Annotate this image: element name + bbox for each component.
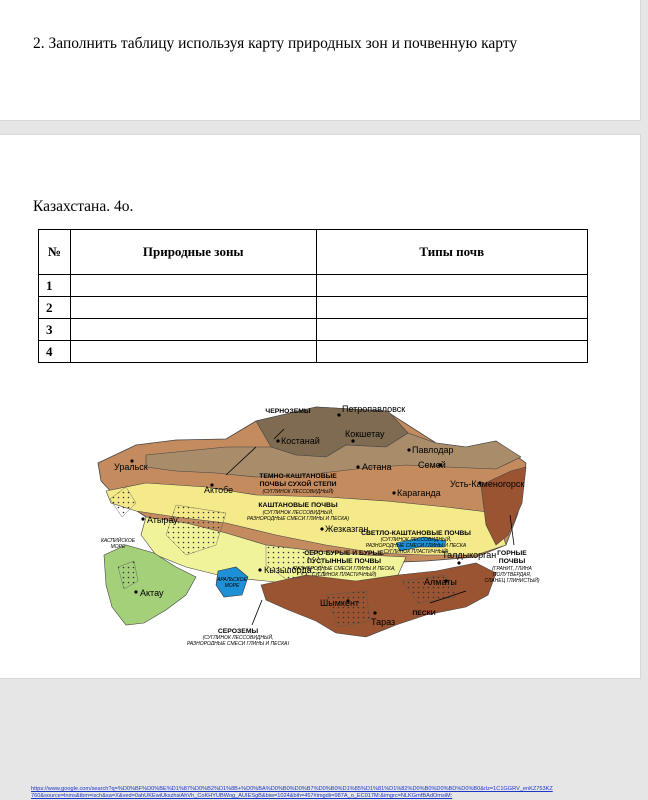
city-karaganda: Караганда xyxy=(397,488,441,498)
label-serozem-note2: РАЗНОРОДНЫЕ СМЕСИ ГЛИНЫ И ПЕСКА) xyxy=(186,641,290,645)
city-kyzylorda: Кызылорда xyxy=(264,565,312,575)
label-dark-chestnut-note: (СУГЛИНОК ЛЕССОВИДНЫЙ) xyxy=(262,489,334,495)
task-text: 2. Заполнить таблицу используя карту природных зон и почвенную карту xyxy=(33,35,518,52)
city-shymkent: Шымкент xyxy=(320,598,360,608)
document-page-2 xyxy=(0,135,640,799)
header-number: № xyxy=(39,230,71,275)
table-row xyxy=(39,297,588,319)
city-zhezkazgan: Жезказган xyxy=(325,524,369,534)
label-mountain-note1: (ГРАНИТ, ГЛИНА xyxy=(492,566,532,572)
zone-cell[interactable] xyxy=(70,275,316,297)
document-page-1 xyxy=(0,0,640,120)
label-serozem: СЕРОЗЕМЫ xyxy=(217,628,259,635)
table-row xyxy=(39,341,588,363)
zone-cell[interactable] xyxy=(70,341,316,363)
city-kostanay: Костанай xyxy=(281,436,320,446)
label-chestnut-note1: (СУГЛИНОК ЛЕССОВИДНЫЙ, xyxy=(262,510,334,516)
label-mountain-1: ГОРНЫЕ xyxy=(497,550,527,557)
soil-cell[interactable] xyxy=(316,275,587,297)
label-grey-brown-note1: (РАЗНОРОДНЫЕ СМЕСИ ГЛИНЫ И ПЕСКА, xyxy=(292,566,396,572)
label-light-chestnut-note3: СУГЛИНОК ПЛАСТИЧНЫЙ) xyxy=(383,549,449,555)
row-number: 1 xyxy=(39,275,71,297)
city-astana: Астана xyxy=(362,462,392,472)
label-light-chestnut-note2: РАЗНОРОДНЫЕ СМЕСИ ГЛИНЫ И ПЕСКА xyxy=(365,543,467,549)
soil-cell[interactable] xyxy=(316,319,587,341)
label-mountain-2: ПОЧВЫ xyxy=(498,558,526,565)
label-aral-2: МОРЕ xyxy=(224,583,240,589)
label-mountain-note3: СЛАНЕЦ ГЛИНИСТЫЙ) xyxy=(484,578,540,584)
zone-cell[interactable] xyxy=(70,319,316,341)
city-taraz: Тараз xyxy=(371,617,396,627)
label-caspian-1: КАСПИЙСКОЕ xyxy=(100,538,136,544)
zone-cell[interactable] xyxy=(70,297,316,319)
table-row xyxy=(39,319,588,341)
row-number: 4 xyxy=(39,341,71,363)
city-petropavlovsk: Петропавловск xyxy=(342,404,406,414)
city-uralsk: Уральск xyxy=(114,462,148,472)
soil-cell[interactable] xyxy=(316,341,587,363)
label-aral-1: АРАЛЬСКОЕ xyxy=(217,577,247,583)
label-light-chestnut: СВЕТЛО-КАШТАНОВЫЕ ПОЧВЫ xyxy=(361,530,471,537)
label-sand: ПЕСКИ xyxy=(412,610,436,617)
city-aktobe: Актобе xyxy=(204,485,234,495)
header-soil-types: Типы почв xyxy=(316,230,587,275)
label-dark-chestnut: ТЕМНО-КАШТАНОВЫЕ xyxy=(259,473,337,480)
city-almaty: Алматы xyxy=(424,577,457,587)
source-link-line-2[interactable]: 760&source=lnms&tbm=isch&sa=X&ved=0ahUKEwiUkszhsiAhVh_CoKHYUBWog_AUIESgB&biw=1024&bih=457#imgdii=987A_o_EC017M:&imgrc=NLKGmfBAdOmsiM: xyxy=(31,793,453,799)
label-dark-chestnut-2: ПОЧВЫ СУХОЙ СТЕПИ xyxy=(259,481,337,488)
city-aktau: Актау xyxy=(140,588,164,598)
label-light-chestnut-note1: (СУГЛИНОК ЛЕССОВИДНЫЙ, xyxy=(380,537,452,543)
label-grey-brown-note2: СУГЛИНОК ПЛАСТИЧНЫЙ) xyxy=(311,572,377,578)
label-grey-brown-1: СЕРО-БУРЫЕ И БУРЫЕ xyxy=(304,550,384,557)
city-pavlodar: Павлодар xyxy=(412,445,454,455)
city-taldykorgan: Талдыкорган xyxy=(442,550,497,560)
label-chernozem: ЧЕРНОЗЕМЫ xyxy=(265,408,311,415)
task-text-continuation: Казахстана. 4о. xyxy=(33,198,134,215)
row-number: 3 xyxy=(39,319,71,341)
soil-map-kazakhstan xyxy=(26,395,546,645)
row-number: 2 xyxy=(39,297,71,319)
table-header-row xyxy=(39,230,588,275)
city-semey: Семей xyxy=(418,460,446,470)
label-chestnut-note2: РАЗНОРОДНЫЕ СМЕСИ ГЛИНЫ И ПЕСКА) xyxy=(246,516,350,522)
city-atyrau: Атырау xyxy=(147,515,178,525)
soil-cell[interactable] xyxy=(316,297,587,319)
label-caspian-2: МОРЕ xyxy=(110,544,126,550)
label-mountain-note2: ПОЛУТВЕРДАЯ, xyxy=(492,572,532,578)
header-natural-zones: Природные зоны xyxy=(70,230,316,275)
city-kokshetau: Кокшетау xyxy=(345,429,385,439)
table-row xyxy=(39,275,588,297)
label-chestnut: КАШТАНОВЫЕ ПОЧВЫ xyxy=(258,502,338,509)
source-link[interactable] xyxy=(31,786,599,800)
label-grey-brown-2: ПУСТЫННЫЕ ПОЧВЫ xyxy=(306,558,382,565)
answer-table xyxy=(38,229,588,363)
city-ust-kamenogorsk: Усть-Каменогорск xyxy=(450,479,525,489)
label-serozem-note1: (СУГЛИНОК ЛЕССОВИДНЫЙ, xyxy=(202,635,274,641)
source-link-line-1[interactable]: https://www.google.com/search?q=%D0%BF%D0%BE%D1%87%D0%B2%D1%8B+%D0%BA%D0%B0%D0%B7%D0%B0%D1%85%D1%81%D1%82%D0%B0%D0%BD%D0%B0&rlz=1C1GGRV_enKZ753KZ xyxy=(31,786,553,792)
